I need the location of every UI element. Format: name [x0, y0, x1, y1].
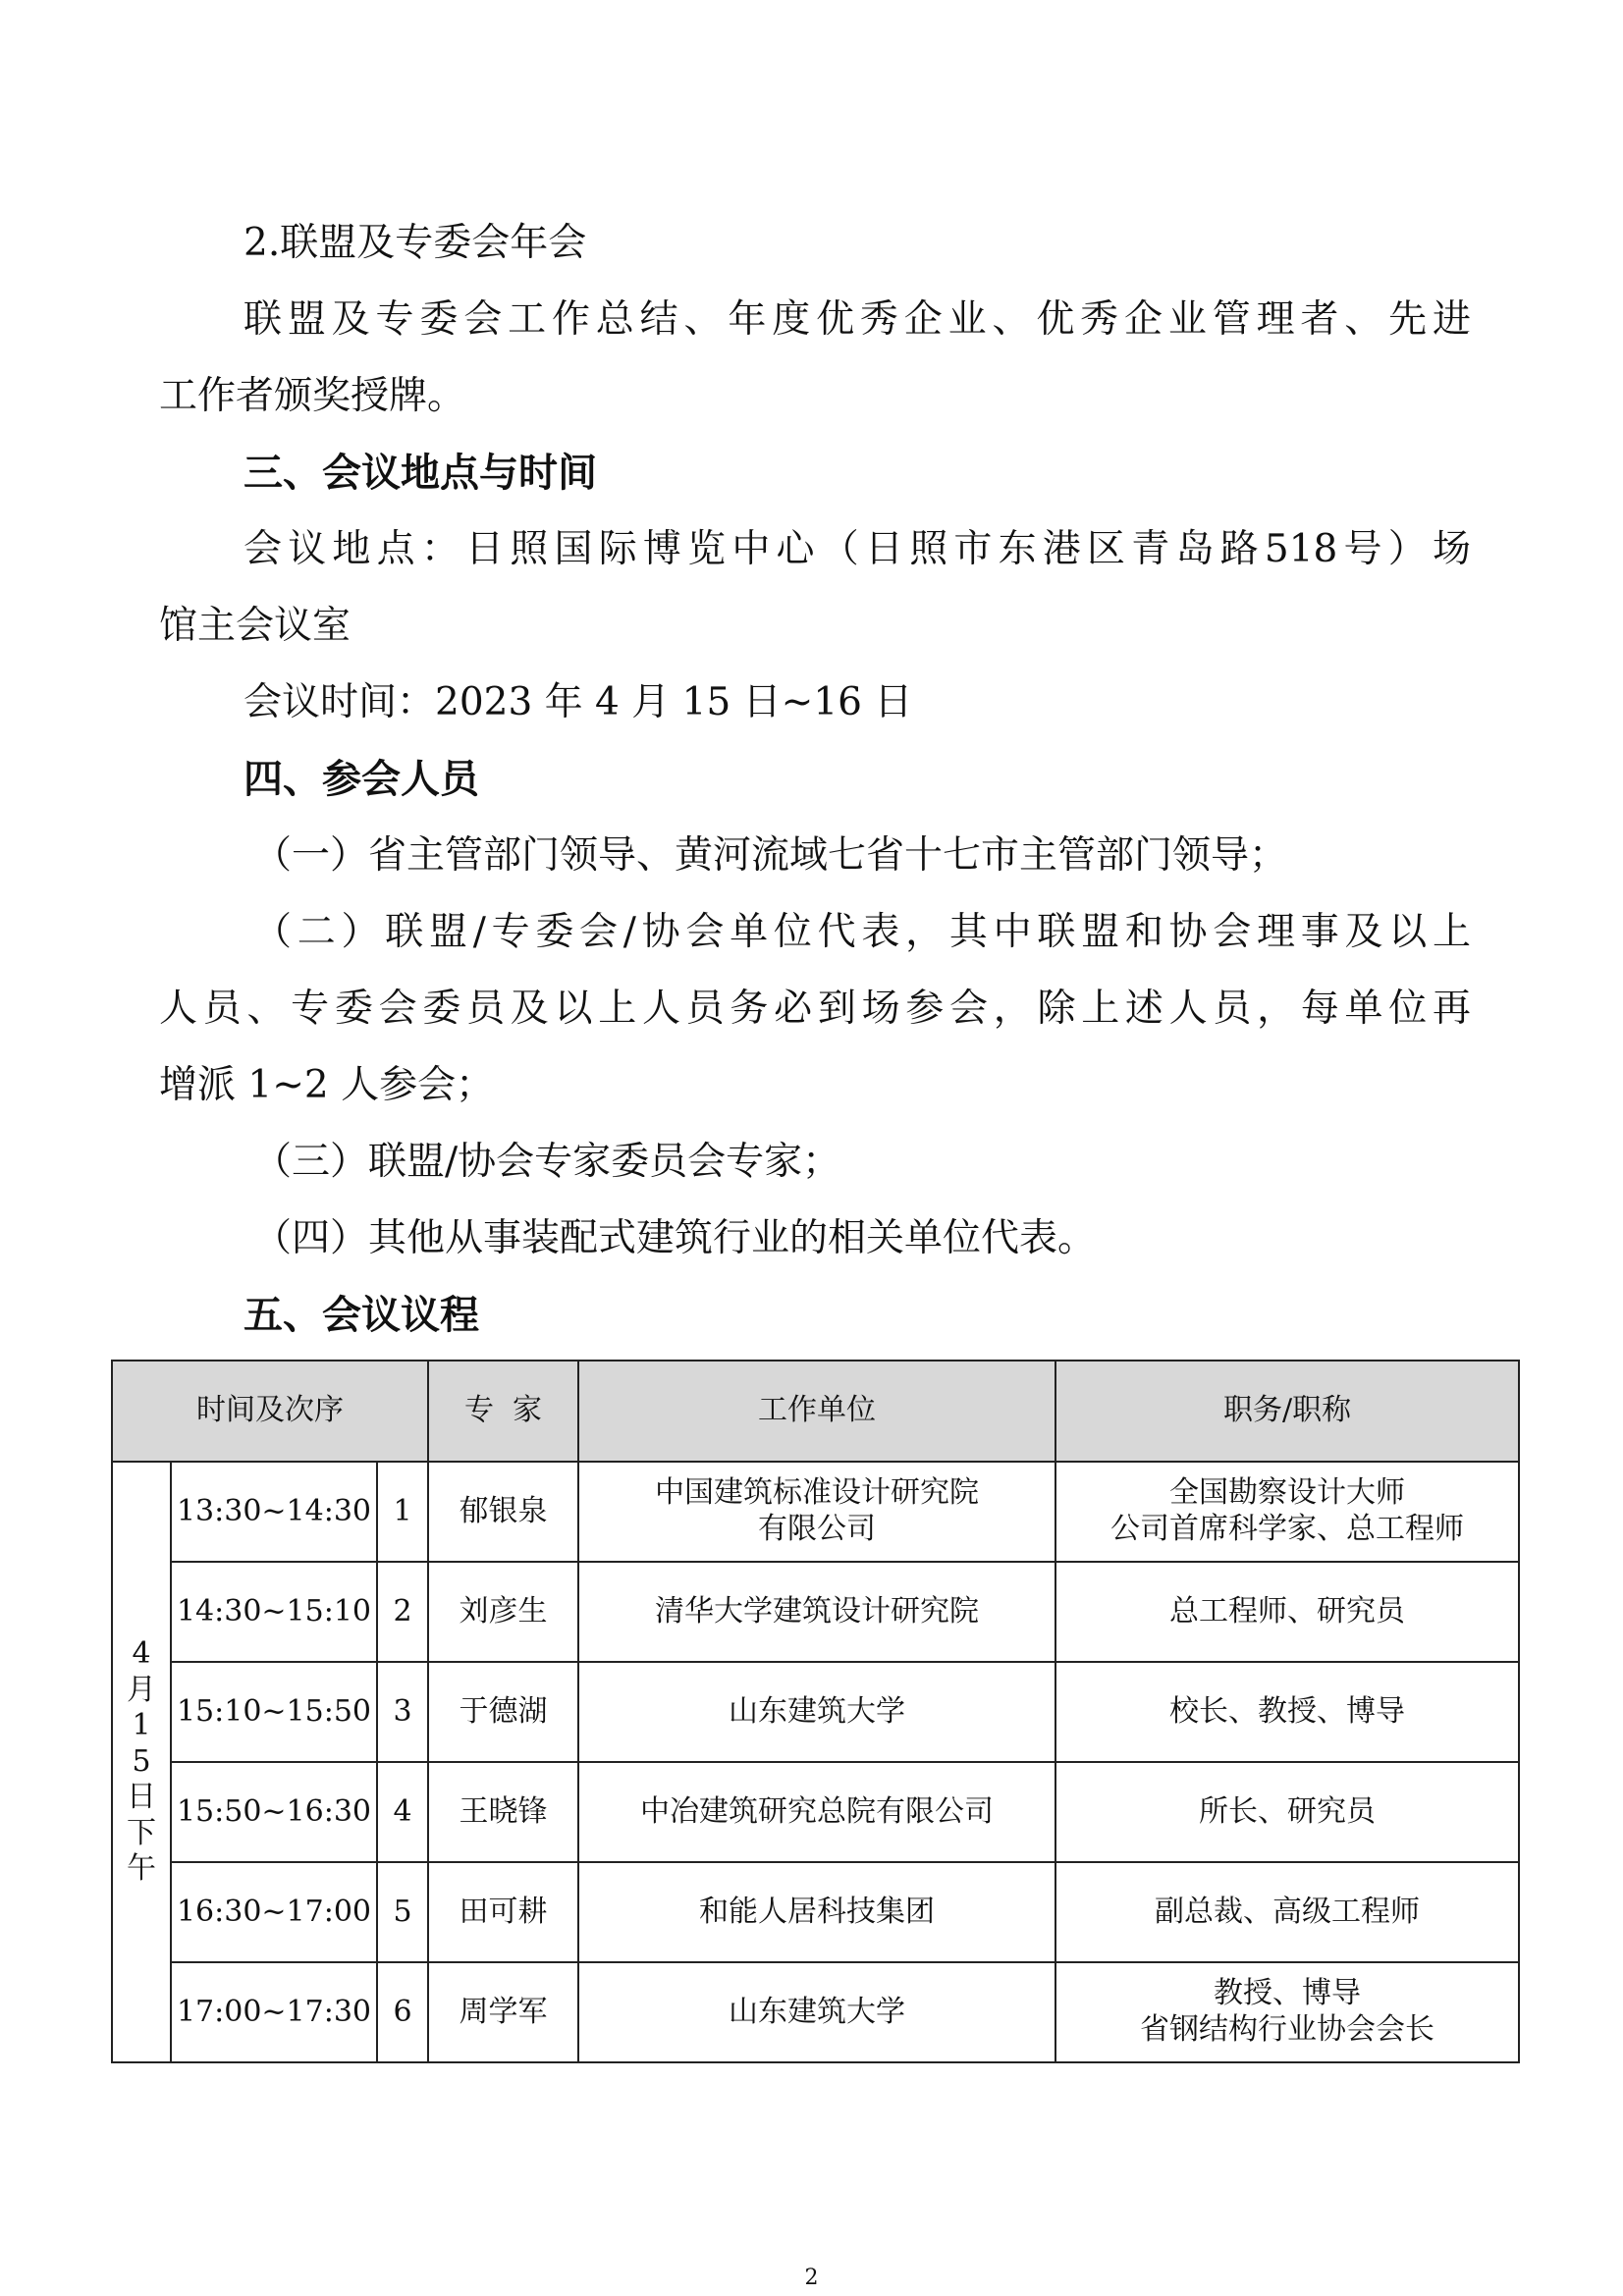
expert-cell: 田可耕 [428, 1862, 578, 1962]
table-row [112, 1462, 1519, 1562]
date-cell [112, 1462, 171, 2062]
header-expert: 专 家 [428, 1361, 578, 1462]
attendee-item-3: （三）联盟/协会专家委员会专家； [253, 1140, 841, 1184]
unit-cell: 和能人居科技集团 [578, 1862, 1055, 1962]
table-row [112, 1562, 1519, 1662]
order-cell: 1 [377, 1462, 428, 1562]
heading-attendees: 四、参会人员 [243, 757, 479, 802]
order-cell: 3 [377, 1662, 428, 1762]
section-2-title: 2.联盟及专委会年会 [243, 221, 587, 265]
title-cell: 校长、教授、博导 [1055, 1662, 1519, 1762]
time-cell: 14:30~15:10 [171, 1562, 377, 1662]
title-cell: 总工程师、研究员 [1055, 1562, 1519, 1662]
meeting-time: 会议时间：2023 年 4 月 15 日~16 日 [243, 680, 913, 724]
title-line: 公司首席科学家、总工程师 [1110, 1512, 1465, 1546]
unit-cell: 山东建筑大学 [578, 1662, 1055, 1762]
header-title: 职务/职称 [1055, 1361, 1519, 1462]
unit-cell: 山东建筑大学 [578, 1962, 1055, 2062]
order-cell: 2 [377, 1562, 428, 1662]
title-cell [1055, 1962, 1519, 2062]
date-char: 5 [132, 1743, 151, 1779]
title-cell [1055, 1462, 1519, 1562]
header-time-order: 时间及次序 [112, 1361, 428, 1462]
time-cell: 15:50~16:30 [171, 1762, 377, 1862]
paragraph-line: 馆主会议室 [159, 604, 352, 648]
paragraph-line: 人员、专委会委员及以上人员务必到场参会，除上述人员，每单位再 [159, 987, 1471, 1031]
time-cell: 16:30~17:00 [171, 1862, 377, 1962]
time-cell: 17:00~17:30 [171, 1962, 377, 2062]
attendee-item-2: （二）联盟/专委会/协会单位代表，其中联盟和协会理事及以上 [253, 910, 1471, 954]
date-char: 1 [132, 1708, 151, 1743]
paragraph-line: 增派 1~2 人参会； [159, 1063, 495, 1107]
table-header-row [112, 1361, 1519, 1462]
heading-agenda: 五、会议议程 [243, 1293, 479, 1338]
expert-cell: 周学军 [428, 1962, 578, 2062]
page-number: 2 [804, 2266, 819, 2290]
attendee-item-1: （一）省主管部门领导、黄河流域七省十七市主管部门领导； [253, 833, 1288, 878]
table-row [112, 1662, 1519, 1762]
title-cell: 所长、研究员 [1055, 1762, 1519, 1862]
unit-line: 中国建筑标准设计研究院 [655, 1475, 980, 1511]
date-char: 午 [127, 1851, 156, 1887]
title-cell: 副总裁、高级工程师 [1055, 1862, 1519, 1962]
table-row [112, 1962, 1519, 2062]
paragraph-line: 会议地点：日照国际博览中心（日照市东港区青岛路518号）场 [243, 527, 1471, 571]
table-row [112, 1862, 1519, 1962]
table-row [112, 1762, 1519, 1862]
order-cell: 4 [377, 1762, 428, 1862]
expert-cell: 于德湖 [428, 1662, 578, 1762]
date-char: 下 [127, 1815, 156, 1850]
title-line: 全国勘察设计大师 [1169, 1475, 1406, 1511]
expert-cell: 刘彦生 [428, 1562, 578, 1662]
title-line: 省钢结构行业协会会长 [1140, 2012, 1435, 2047]
time-cell: 13:30~14:30 [171, 1462, 377, 1562]
unit-cell: 中冶建筑研究总院有限公司 [578, 1762, 1055, 1862]
attendee-item-4: （四）其他从事装配式建筑行业的相关单位代表。 [253, 1216, 1097, 1260]
date-char: 4 [132, 1635, 151, 1671]
unit-cell: 清华大学建筑设计研究院 [578, 1562, 1055, 1662]
time-cell: 15:10~15:50 [171, 1662, 377, 1762]
order-cell: 5 [377, 1862, 428, 1962]
header-unit: 工作单位 [578, 1361, 1055, 1462]
unit-line: 有限公司 [758, 1512, 877, 1546]
paragraph-line: 工作者颁奖授牌。 [159, 374, 466, 418]
unit-cell [578, 1462, 1055, 1562]
title-line: 教授、博导 [1214, 1976, 1362, 2011]
agenda-table [111, 1360, 1520, 2063]
date-char: 月 [127, 1672, 156, 1707]
heading-venue-time: 三、会议地点与时间 [243, 451, 597, 496]
order-cell: 6 [377, 1962, 428, 2062]
expert-cell: 王晓锋 [428, 1762, 578, 1862]
expert-cell: 郁银泉 [428, 1462, 578, 1562]
paragraph-line: 联盟及专委会工作总结、年度优秀企业、优秀企业管理者、先进 [243, 297, 1471, 342]
date-char: 日 [127, 1780, 156, 1815]
